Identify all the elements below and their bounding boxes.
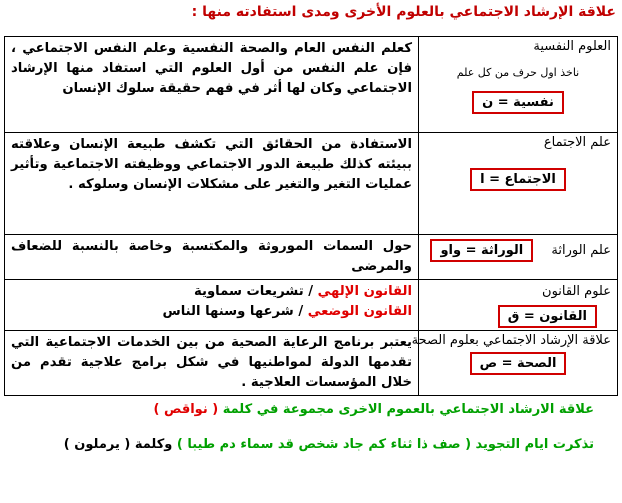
row-heading: علاقة الإرشاد الاجتماعي بعلوم الصحة — [411, 333, 611, 348]
row-heading: علم الاجتماع — [543, 135, 611, 150]
row-heading-cell — [419, 37, 618, 133]
row-heading-cell — [419, 280, 618, 331]
row-text: حول السمات الموروثة والمكتسبة وخاصة بالنسبة للضعاف والمرضى — [5, 235, 419, 280]
table-row — [5, 331, 618, 396]
mnemonic-key: القانون = ق — [498, 305, 597, 328]
row-text: يعتبر برنامج الرعاية الصحية من بين الخدمات الاجتماعية التي تقدمها الدولة لمواطنيها في شكل برامج علاجية تقدم من خلال المؤسسات العلاجية . — [5, 331, 419, 396]
summary-word: ( نواقص ) — [153, 402, 223, 417]
mnemonic-key: نفسية = ن — [472, 91, 564, 114]
summary-text: علاقة الارشاد الاجتماعي بالعموم الاخرى مجموعة في كلمة — [222, 402, 594, 417]
mnemonic-key: الصحة = ص — [470, 352, 567, 375]
table-row — [5, 37, 618, 133]
row-heading: العلوم النفسية — [533, 39, 611, 54]
row-heading-cell — [411, 331, 618, 396]
mnemonic-key: الاجتماع = ا — [470, 168, 566, 191]
row-heading: علم الوراثة — [551, 243, 611, 258]
mnemonic-key: الوراثة = واو — [430, 239, 533, 262]
mnemonic-note: ناخذ اول حرف من كل علم — [456, 66, 580, 79]
reminder-text: تذكرت ايام التجويد ( صف ذا ثناء كم جاد شخص قد سماء دم طيبا ) — [176, 437, 594, 452]
row-text — [5, 280, 419, 331]
row-heading-cell — [419, 133, 618, 235]
tajweed-reminder — [64, 437, 594, 452]
row-heading: علوم القانون — [542, 284, 611, 299]
positive-law: القانون الوضعي — [307, 304, 412, 319]
table-row — [5, 235, 618, 280]
sciences-table — [4, 36, 618, 396]
page-title: علاقة الإرشاد الاجتماعي بالعلوم الأخرى ومدى استفادته منها : — [191, 4, 616, 20]
reminder-word: وكلمة ( يرملون ) — [63, 437, 177, 452]
divine-law-desc: / تشريعات سماوية — [194, 284, 318, 299]
row-heading-cell — [419, 235, 618, 280]
divine-law: القانون الإلهي — [317, 284, 412, 299]
row-text: كعلم النفس العام والصحة النفسية وعلم النفس الاجتماعي ، فإن علم النفس من أول العلوم التي استفاد منها الإرشاد الاجتماعي وكان لها أثر في فهم حقيقة سلوك الإنسان — [5, 37, 419, 133]
table-row — [5, 280, 618, 331]
row-text: الاستفادة من الحقائق التي تكشف طبيعة الإنسان وعلاقته ببيئته كذلك طبيعة الدور الاجتماعي ووظيفته الاجتماعية وتأثير عمليات التغير والتغير على مشكلات الإنسان وسلوكه . — [5, 133, 419, 235]
positive-law-desc: / شرعها وسنها الناس — [162, 304, 308, 319]
mnemonic-summary — [154, 402, 595, 417]
table-row — [5, 133, 618, 235]
